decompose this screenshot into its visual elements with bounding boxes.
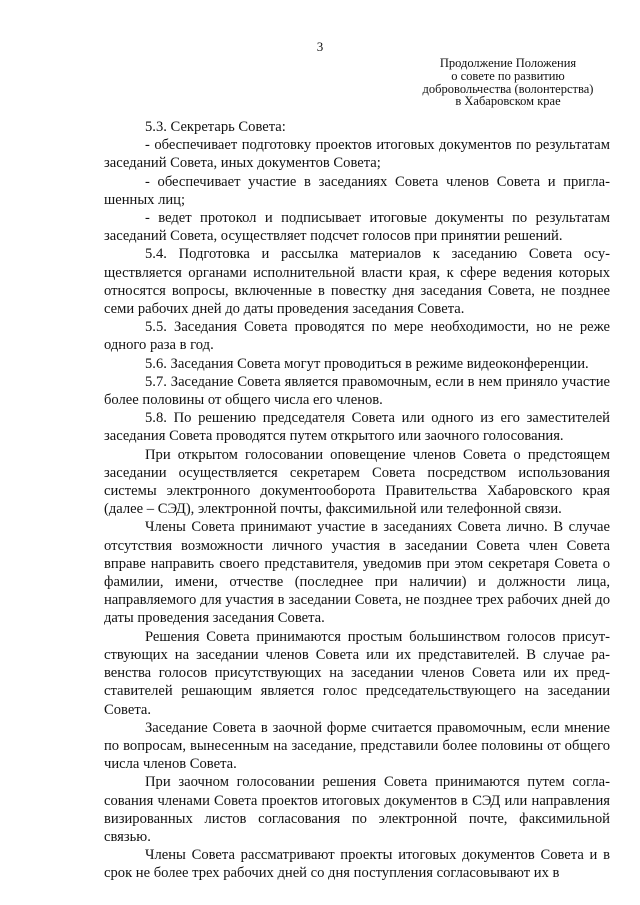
- list-item: - ведет протокол и подписывает итоговые документы по результатам заседаний Совета, осуществляет подсчет голосов при принятии решений.: [104, 210, 610, 245]
- document-body: [104, 118, 610, 883]
- clause-5-8: 5.8. По решению председателя Совета или одного из его заместителей заседания Совета проводятся путем открытого или заочного голосования.: [104, 410, 610, 445]
- section-heading-5-3: 5.3. Секретарь Совета:: [145, 119, 286, 135]
- clause-5-5: 5.5. Заседания Совета проводятся по мере необходимости, но не реже одного раза в год.: [104, 319, 610, 354]
- list-item: - обеспечивает подготовку проектов итоговых документов по результатам заседаний Совета, иных документов Совета;: [104, 137, 610, 172]
- paragraph: Члены Совета рассматривают проекты итоговых документов Совета и в срок не более трех рабочих дней со дня поступления согласовывают их в: [104, 847, 610, 882]
- document-header: [400, 57, 616, 108]
- paragraph: Заседание Совета в заочной форме считается правомочным, если мнение по вопросам, вынесенным на заседание, представили более половины от общего числа членов Совета.: [104, 719, 610, 773]
- page-number: 3: [316, 39, 324, 54]
- header-line: о совете по развитию: [451, 68, 565, 83]
- header-line: добровольчества (волонтерства): [422, 81, 594, 96]
- paragraph: Решения Совета принимаются простым большинством голосов присутствующих на заседании членов Совета или их представителей. В случае равенства голосов присутствующих на заседании членов Совета или их представителей решающим является голос председательствующего на заседании Совета.: [104, 628, 610, 718]
- clause-5-4: 5.4. Подготовка и рассылка материалов к заседанию Совета осуществляется органами исполнительной власти края, к сфере ведения которых относятся вопросы, включенные в повестку дня заседания Совета, не позднее семи рабочих дней до даты проведения заседания Совета.: [104, 246, 610, 318]
- list-item: - обеспечивает участие в заседаниях Совета членов Совета и приглашенных лиц;: [104, 173, 610, 208]
- clause-5-6: 5.6. Заседания Совета могут проводиться в режиме видеоконференции.: [145, 355, 589, 372]
- paragraph: При открытом голосовании оповещение членов Совета о предстоящем заседании осуществляется секретарем Совета посредством использования системы электронного документооборота Правительства Хабаровского края (далее – СЭД), электронной почты, факсимильной или телефонной связи.: [104, 446, 610, 518]
- header-line: Продолжение Положения: [439, 56, 577, 70]
- header-line: в Хабаровском крае: [455, 94, 561, 109]
- clause-5-7: 5.7. Заседание Совета является правомочным, если в нем приняло участие более половины от общего числа его членов.: [104, 373, 610, 409]
- paragraph: Члены Совета принимают участие в заседаниях Совета лично. В случае отсутствия возможности личного участия в заседании Совета член Совета вправе направить своего представителя, уведомив при этом секретаря Совета о фамилии, имени, отчестве (последнее при наличии) и должности лица, направляемого для участия в заседании Совета, не позднее трех рабочих дней до даты проведения заседания Совета.: [104, 519, 610, 627]
- paragraph: При заочном голосовании решения Совета принимаются путем согласования членами Совета проектов итоговых документов в СЭД или направления визированных листов согласования по электронной почте, факсимильной связью.: [104, 774, 610, 845]
